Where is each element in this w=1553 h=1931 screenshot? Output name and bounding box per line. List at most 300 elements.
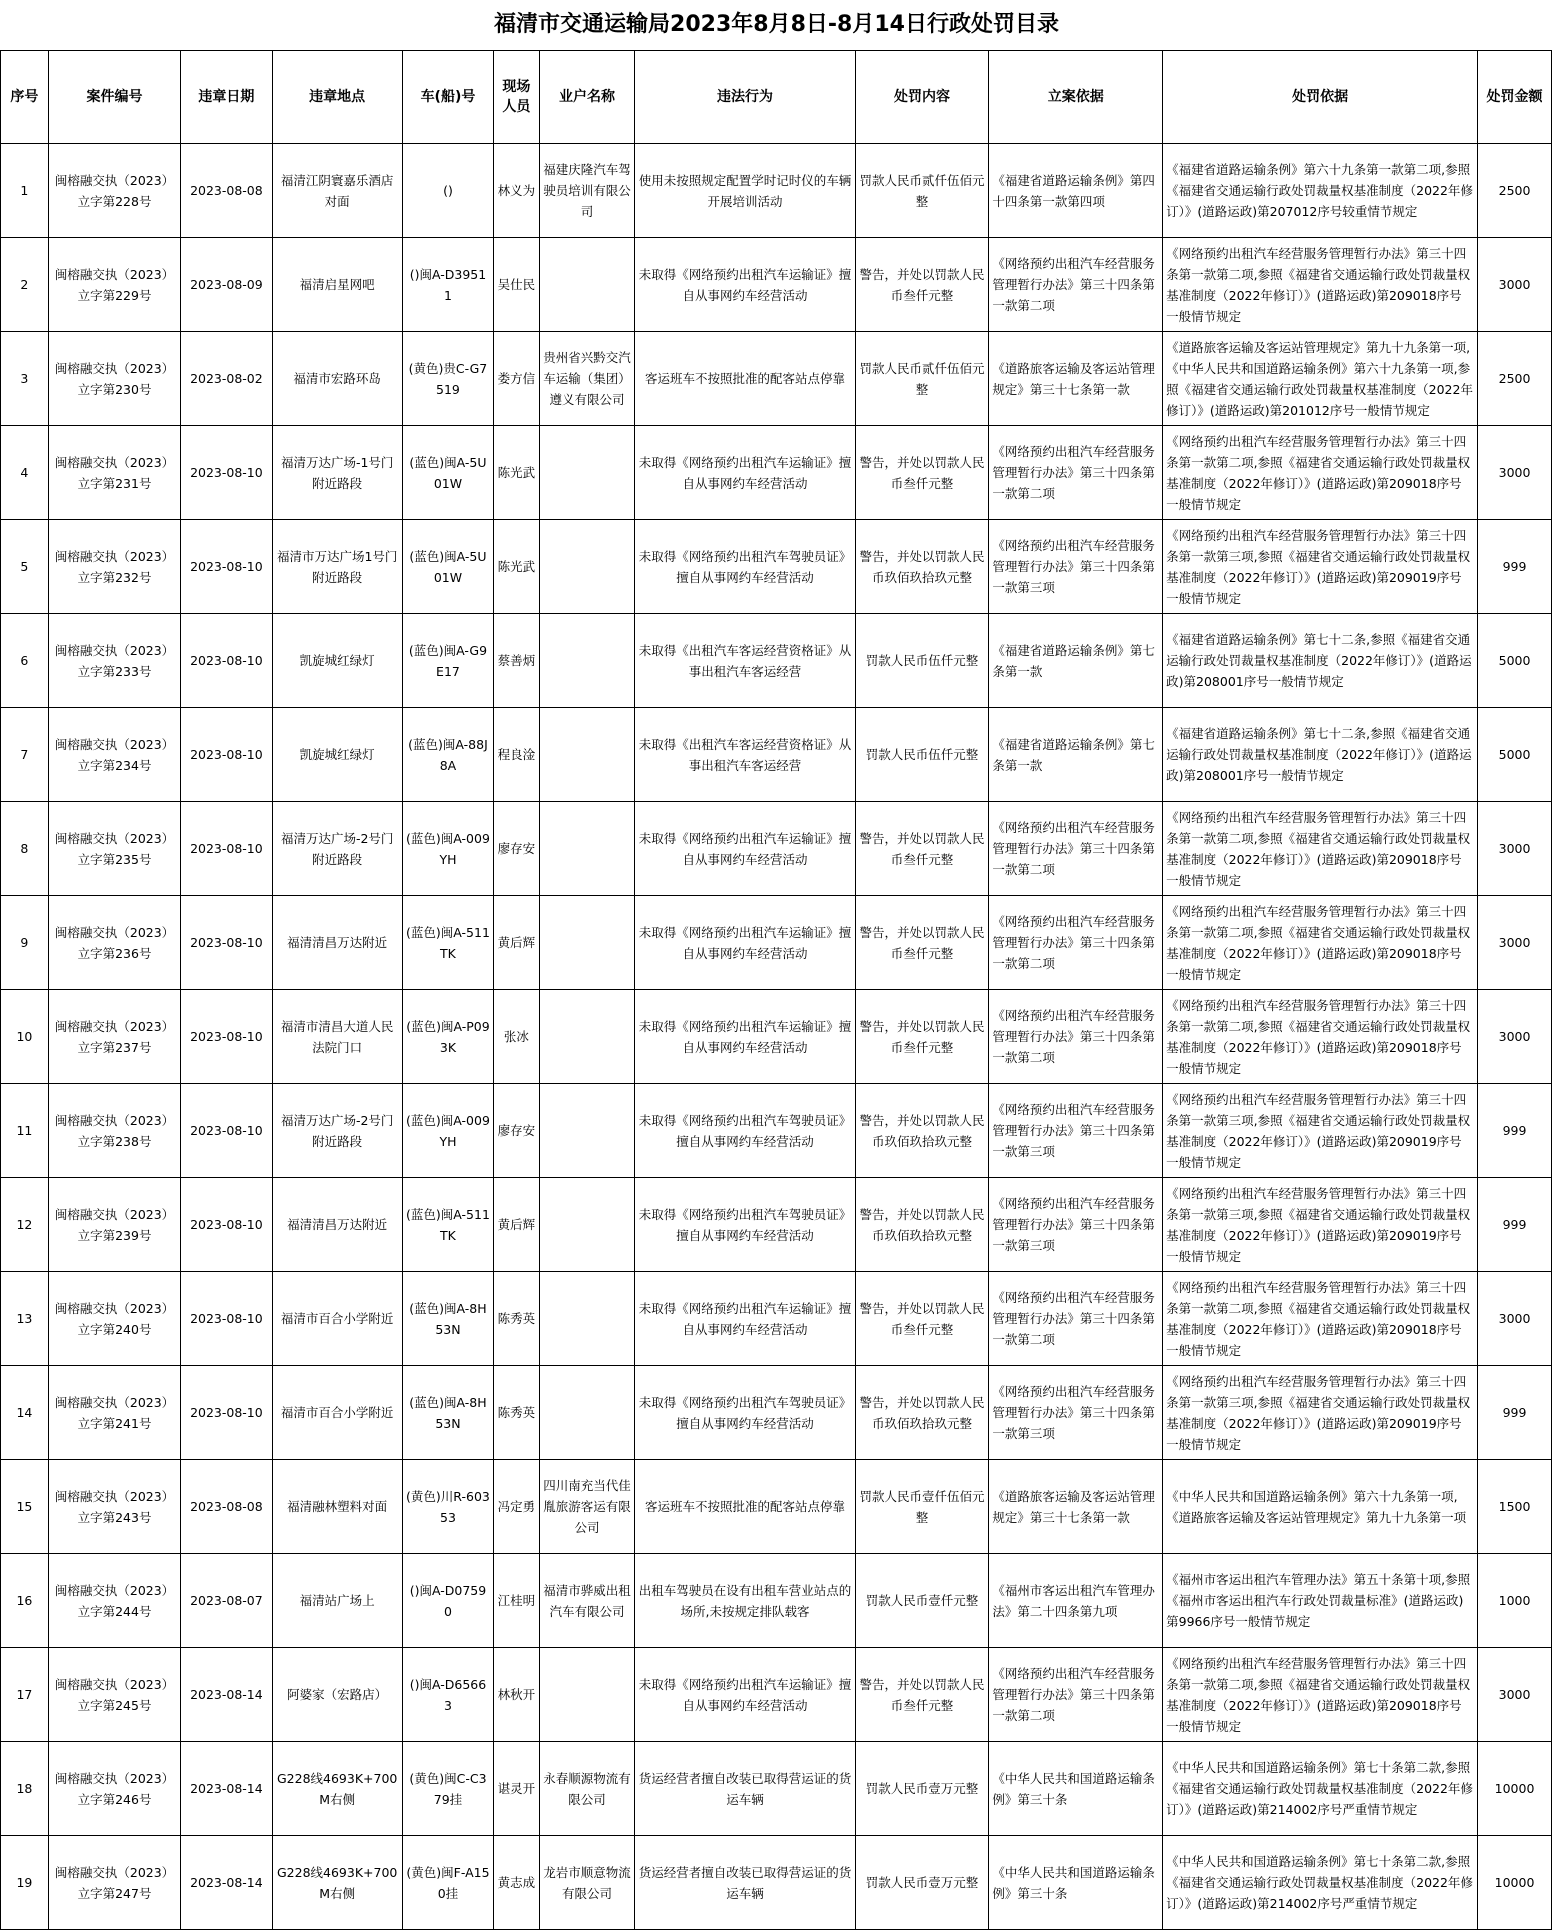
amount-cell-text: 3000 (1498, 1311, 1531, 1326)
penalty-basis-cell-text: 《网络预约出租汽车经营服务管理暂行办法》第三十四条第一款第二项,参照《福建省交通运输行政处罚裁量权基准制度（2022年修订）》(道路运政)第209018序号一般情节规定 (1166, 903, 1471, 982)
penalty-content-cell (855, 1084, 989, 1178)
violation-cell-text: 未取得《网络预约出租汽车运输证》擅自从事网约车经营活动 (638, 1300, 852, 1337)
officer-cell (494, 614, 540, 708)
case-number-cell (48, 1648, 181, 1742)
column-header: 序号 (1, 51, 49, 144)
vehicle-cell-text: (蓝色)闽A-009YH (406, 1112, 490, 1149)
penalty-basis-cell-text: 《福建省道路运输条例》第六十九条第一款第二项,参照《福建省交通运输行政处罚裁量权基准制度（2022年修订）》(道路运政)第207012序号较重情节规定 (1166, 162, 1473, 219)
company-cell-text: 福清市骅威出租汽车有限公司 (543, 1582, 631, 1619)
location-cell (272, 238, 402, 332)
officer-cell (494, 1742, 540, 1836)
location-cell (272, 1554, 402, 1648)
case-number-cell-text: 闽榕融交执（2023）立字第232号 (54, 548, 175, 585)
table-row (1, 1084, 1552, 1178)
officer-cell-text: 江桂明 (497, 1593, 536, 1608)
violation-cell-text: 未取得《网络预约出租汽车运输证》擅自从事网约车经营活动 (638, 454, 852, 491)
violation-cell (635, 1366, 855, 1460)
violation-cell-text: 未取得《出租汽车客运经营资格证》从事出租汽车客运经营 (638, 642, 852, 679)
filing-basis-cell (989, 332, 1163, 426)
penalty-content-cell (855, 1648, 989, 1742)
seq-cell-text: 19 (16, 1875, 33, 1890)
location-cell-text: 福清清昌万达附近 (287, 935, 388, 950)
date-cell-text: 2023-08-14 (190, 1687, 263, 1702)
date-cell-text: 2023-08-10 (190, 841, 263, 856)
officer-cell-text: 黄后辉 (497, 935, 536, 950)
violation-cell (635, 1178, 855, 1272)
company-cell (539, 614, 635, 708)
violation-cell-text: 货运经营者擅自改装已取得营运证的货运车辆 (638, 1864, 852, 1901)
date-cell-text: 2023-08-10 (190, 465, 263, 480)
company-cell-text: 福建庆隆汽车驾驶员培训有限公司 (543, 162, 631, 219)
location-cell (272, 614, 402, 708)
case-number-cell (48, 614, 181, 708)
location-cell-text: G228线4693K+700M右侧 (276, 1864, 398, 1901)
location-cell (272, 426, 402, 520)
amount-cell-text: 10000 (1494, 1781, 1535, 1796)
seq-cell (1, 1366, 49, 1460)
seq-cell (1, 1460, 49, 1554)
filing-basis-cell (989, 1554, 1163, 1648)
officer-cell-text: 张冰 (503, 1029, 529, 1044)
filing-basis-cell-text: 《网络预约出租汽车经营服务管理暂行办法》第三十四条第一款第二项 (992, 1290, 1155, 1347)
amount-cell (1478, 238, 1552, 332)
penalty-content-cell-text: 罚款人民币伍仟元整 (865, 747, 979, 762)
vehicle-cell-text: (蓝色)闽A-88J8A (408, 736, 488, 773)
table-row (1, 332, 1552, 426)
officer-cell (494, 1272, 540, 1366)
location-cell (272, 896, 402, 990)
case-number-cell-text: 闽榕融交执（2023）立字第233号 (54, 642, 175, 679)
violation-cell (635, 426, 855, 520)
amount-cell-text: 3000 (1498, 277, 1531, 292)
case-number-cell-text: 闽榕融交执（2023）立字第228号 (54, 172, 175, 209)
vehicle-cell (402, 1084, 493, 1178)
officer-cell (494, 144, 540, 238)
column-header: 处罚金额 (1478, 51, 1552, 144)
seq-cell-text: 8 (20, 841, 29, 856)
date-cell (181, 896, 272, 990)
location-cell-text: 凯旋城红绿灯 (299, 653, 375, 668)
filing-basis-cell-text: 《网络预约出租汽车经营服务管理暂行办法》第三十四条第一款第三项 (992, 1102, 1155, 1159)
filing-basis-cell (989, 238, 1163, 332)
vehicle-cell-text: (黄色)闽F-A150挂 (406, 1864, 490, 1901)
case-number-cell (48, 1460, 181, 1554)
location-cell (272, 990, 402, 1084)
penalty-basis-cell-text: 《福建省道路运输条例》第七十二条,参照《福建省交通运输行政处罚裁量权基准制度（2022年修订）》(道路运政)第208001序号一般情节规定 (1166, 632, 1472, 689)
company-cell (539, 1272, 635, 1366)
case-number-cell (48, 990, 181, 1084)
vehicle-cell-text: ()闽A-D07590 (409, 1582, 487, 1619)
filing-basis-cell (989, 990, 1163, 1084)
column-header: 业户名称 (539, 51, 635, 144)
date-cell (181, 1272, 272, 1366)
violation-cell (635, 332, 855, 426)
column-header: 违章日期 (181, 51, 272, 144)
company-cell (539, 990, 635, 1084)
location-cell-text: 福清站广场上 (299, 1593, 375, 1608)
penalty-content-cell-text: 罚款人民币贰仟伍佰元整 (859, 172, 985, 209)
officer-cell-text: 黄后辉 (497, 1217, 536, 1232)
seq-cell (1, 1178, 49, 1272)
vehicle-cell-text: ()闽A-D39511 (409, 266, 487, 303)
vehicle-cell (402, 426, 493, 520)
filing-basis-cell-text: 《网络预约出租汽车经营服务管理暂行办法》第三十四条第一款第三项 (992, 1196, 1155, 1253)
seq-cell-text: 7 (20, 747, 29, 762)
amount-cell-text: 3000 (1498, 935, 1531, 950)
penalty-content-cell (855, 1178, 989, 1272)
date-cell (181, 1648, 272, 1742)
penalty-basis-cell (1163, 708, 1478, 802)
violation-cell-text: 未取得《网络预约出租汽车运输证》擅自从事网约车经营活动 (638, 830, 852, 867)
penalty-basis-cell (1163, 238, 1478, 332)
location-cell-text: 福清市万达广场1号门附近路段 (276, 548, 398, 585)
case-number-cell-text: 闽榕融交执（2023）立字第231号 (54, 454, 175, 491)
case-number-cell (48, 1178, 181, 1272)
location-cell-text: 福清市百合小学附近 (280, 1405, 394, 1420)
seq-cell (1, 144, 49, 238)
case-number-cell (48, 896, 181, 990)
amount-cell-text: 3000 (1498, 465, 1531, 480)
amount-cell-text: 5000 (1498, 747, 1531, 762)
violation-cell (635, 520, 855, 614)
case-number-cell-text: 闽榕融交执（2023）立字第230号 (54, 360, 175, 397)
violation-cell (635, 708, 855, 802)
case-number-cell-text: 闽榕融交执（2023）立字第234号 (54, 736, 175, 773)
officer-cell-text: 廖存安 (497, 1123, 536, 1138)
seq-cell (1, 1272, 49, 1366)
officer-cell-text: 陈光武 (497, 465, 536, 480)
column-header: 车(船)号 (402, 51, 493, 144)
officer-cell (494, 238, 540, 332)
vehicle-cell-text: (蓝色)闽A-P093K (406, 1018, 490, 1055)
violation-cell (635, 1272, 855, 1366)
penalty-basis-cell-text: 《网络预约出租汽车经营服务管理暂行办法》第三十四条第一款第三项,参照《福建省交通运输行政处罚裁量权基准制度（2022年修订）》(道路运政)第209019序号一般情节规定 (1166, 527, 1471, 606)
seq-cell-text: 10 (16, 1029, 33, 1044)
date-cell-text: 2023-08-02 (190, 371, 263, 386)
company-cell-text: 贵州省兴黔交汽车运输（集团）遵义有限公司 (543, 350, 631, 407)
vehicle-cell (402, 1272, 493, 1366)
penalty-basis-cell (1163, 332, 1478, 426)
violation-cell-text: 客运班车不按照批准的配客站点停靠 (645, 371, 846, 386)
penalty-basis-cell-text: 《网络预约出租汽车经营服务管理暂行办法》第三十四条第一款第三项,参照《福建省交通运输行政处罚裁量权基准制度（2022年修订）》(道路运政)第209019序号一般情节规定 (1166, 1185, 1471, 1264)
penalty-content-cell-text: 警告，并处以罚款人民币叁仟元整 (859, 454, 985, 491)
company-cell (539, 332, 635, 426)
vehicle-cell (402, 802, 493, 896)
officer-cell-text: 陈秀英 (497, 1311, 536, 1326)
amount-cell (1478, 520, 1552, 614)
case-number-cell (48, 520, 181, 614)
penalty-basis-cell-text: 《网络预约出租汽车经营服务管理暂行办法》第三十四条第一款第二项,参照《福建省交通运输行政处罚裁量权基准制度（2022年修订）》(道路运政)第209018序号一般情节规定 (1166, 809, 1471, 888)
vehicle-cell (402, 1460, 493, 1554)
vehicle-cell-text: (蓝色)闽A-8H53N (409, 1394, 487, 1431)
filing-basis-cell (989, 1178, 1163, 1272)
location-cell (272, 520, 402, 614)
location-cell (272, 144, 402, 238)
vehicle-cell (402, 1836, 493, 1930)
date-cell-text: 2023-08-10 (190, 1311, 263, 1326)
penalty-basis-cell-text: 《中华人民共和国道路运输条例》第六十九条第一项,《道路旅客运输及客运站管理规定》第九十九条第一项 (1166, 1488, 1467, 1525)
seq-cell (1, 614, 49, 708)
seq-cell-text: 3 (20, 371, 29, 386)
case-number-cell-text: 闽榕融交执（2023）立字第241号 (54, 1394, 175, 1431)
location-cell-text: 福清万达广场-1号门附近路段 (280, 454, 394, 491)
filing-basis-cell-text: 《福州市客运出租汽车管理办法》第二十四条第九项 (992, 1582, 1155, 1619)
case-number-cell-text: 闽榕融交执（2023）立字第236号 (54, 924, 175, 961)
case-number-cell (48, 1272, 181, 1366)
date-cell-text: 2023-08-10 (190, 653, 263, 668)
filing-basis-cell (989, 144, 1163, 238)
seq-cell-text: 4 (20, 465, 29, 480)
seq-cell (1, 520, 49, 614)
vehicle-cell (402, 708, 493, 802)
case-number-cell-text: 闽榕融交执（2023）立字第237号 (54, 1018, 175, 1055)
page-title: 福清市交通运输局2023年8月8日-8月14日行政处罚目录 (494, 12, 1059, 37)
violation-cell (635, 990, 855, 1084)
violation-cell-text: 未取得《网络预约出租汽车运输证》擅自从事网约车经营活动 (638, 924, 852, 961)
date-cell (181, 1178, 272, 1272)
officer-cell-text: 黄志成 (497, 1875, 536, 1890)
seq-cell (1, 1836, 49, 1930)
penalty-content-cell (855, 520, 989, 614)
case-number-cell-text: 闽榕融交执（2023）立字第247号 (54, 1864, 175, 1901)
vehicle-cell (402, 1742, 493, 1836)
vehicle-cell-text: (蓝色)闽A-5U01W (409, 548, 487, 585)
case-number-cell (48, 144, 181, 238)
seq-cell-text: 14 (16, 1405, 33, 1420)
case-number-cell (48, 802, 181, 896)
penalty-basis-cell-text: 《网络预约出租汽车经营服务管理暂行办法》第三十四条第一款第二项,参照《福建省交通运输行政处罚裁量权基准制度（2022年修订）》(道路运政)第209018序号一般情节规定 (1166, 1655, 1471, 1734)
penalty-basis-cell (1163, 1178, 1478, 1272)
penalty-content-cell (855, 896, 989, 990)
penalty-content-cell-text: 警告，并处以罚款人民币玖佰玖拾玖元整 (859, 1112, 985, 1149)
date-cell (181, 990, 272, 1084)
penalty-basis-cell (1163, 1836, 1478, 1930)
date-cell (181, 1366, 272, 1460)
penalty-basis-cell-text: 《网络预约出租汽车经营服务管理暂行办法》第三十四条第一款第三项,参照《福建省交通运输行政处罚裁量权基准制度（2022年修订）》(道路运政)第209019序号一般情节规定 (1166, 1373, 1471, 1452)
vehicle-cell-text: ()闽A-D65663 (409, 1676, 487, 1713)
penalty-content-cell (855, 1460, 989, 1554)
penalty-content-cell (855, 1272, 989, 1366)
officer-cell (494, 1366, 540, 1460)
violation-cell-text: 货运经营者擅自改装已取得营运证的货运车辆 (638, 1770, 852, 1807)
location-cell (272, 802, 402, 896)
seq-cell-text: 5 (20, 559, 29, 574)
seq-cell-text: 17 (16, 1687, 33, 1702)
amount-cell (1478, 896, 1552, 990)
vehicle-cell-text: (蓝色)闽A-009YH (406, 830, 490, 867)
violation-cell-text: 客运班车不按照批准的配客站点停靠 (645, 1499, 846, 1514)
case-number-cell-text: 闽榕融交执（2023）立字第245号 (54, 1676, 175, 1713)
vehicle-cell (402, 1554, 493, 1648)
officer-cell-text: 廖存安 (497, 841, 536, 856)
penalty-content-cell (855, 426, 989, 520)
amount-cell-text: 999 (1502, 1123, 1527, 1138)
penalty-content-cell-text: 警告，并处以罚款人民币叁仟元整 (859, 924, 985, 961)
amount-cell-text: 1500 (1498, 1499, 1531, 1514)
vehicle-cell (402, 1366, 493, 1460)
violation-cell-text: 未取得《网络预约出租汽车驾驶员证》擅自从事网约车经营活动 (638, 548, 852, 585)
location-cell-text: 福清启星网吧 (299, 277, 375, 292)
filing-basis-cell (989, 1084, 1163, 1178)
penalty-content-cell-text: 罚款人民币伍仟元整 (865, 653, 979, 668)
case-number-cell-text: 闽榕融交执（2023）立字第243号 (54, 1488, 175, 1525)
violation-cell (635, 1084, 855, 1178)
table-body (1, 144, 1552, 1930)
date-cell-text: 2023-08-08 (190, 1499, 263, 1514)
violation-cell (635, 1648, 855, 1742)
case-number-cell-text: 闽榕融交执（2023）立字第229号 (54, 266, 175, 303)
location-cell (272, 1366, 402, 1460)
date-cell-text: 2023-08-10 (190, 1029, 263, 1044)
table-row (1, 1648, 1552, 1742)
amount-cell (1478, 1272, 1552, 1366)
amount-cell-text: 3000 (1498, 1029, 1531, 1044)
case-number-cell (48, 1366, 181, 1460)
filing-basis-cell (989, 708, 1163, 802)
column-header: 现场人员 (494, 51, 540, 144)
amount-cell-text: 2500 (1498, 183, 1531, 198)
company-cell (539, 520, 635, 614)
penalty-basis-cell-text: 《福州市客运出租汽车管理办法》第五十条第十项,参照《福州市客运出租汽车行政处罚裁量标准》(道路运政)第9966序号一般情节规定 (1166, 1572, 1471, 1629)
amount-cell-text: 2500 (1498, 371, 1531, 386)
location-cell-text: 福清江阴寰嘉乐酒店对面 (280, 172, 394, 209)
penalty-basis-cell (1163, 426, 1478, 520)
seq-cell-text: 12 (16, 1217, 33, 1232)
vehicle-cell (402, 1178, 493, 1272)
officer-cell-text: 谌灵开 (497, 1781, 536, 1796)
date-cell (181, 1084, 272, 1178)
company-cell (539, 1554, 635, 1648)
company-cell (539, 802, 635, 896)
case-number-cell (48, 708, 181, 802)
penalty-content-cell-text: 罚款人民币壹万元整 (865, 1875, 979, 1890)
case-number-cell (48, 1836, 181, 1930)
location-cell-text: 福清万达广场-2号门附近路段 (280, 1112, 394, 1149)
date-cell (181, 1742, 272, 1836)
amount-cell-text: 3000 (1498, 841, 1531, 856)
filing-basis-cell-text: 《中华人民共和国道路运输条例》第三十条 (992, 1864, 1155, 1901)
company-cell (539, 144, 635, 238)
penalty-basis-cell-text: 《网络预约出租汽车经营服务管理暂行办法》第三十四条第一款第二项,参照《福建省交通运输行政处罚裁量权基准制度（2022年修订）》(道路运政)第209018序号一般情节规定 (1166, 997, 1471, 1076)
case-number-cell-text: 闽榕融交执（2023）立字第235号 (54, 830, 175, 867)
amount-cell-text: 10000 (1494, 1875, 1535, 1890)
case-number-cell (48, 332, 181, 426)
violation-cell (635, 896, 855, 990)
penalty-basis-cell-text: 《网络预约出租汽车经营服务管理暂行办法》第三十四条第一款第二项,参照《福建省交通运输行政处罚裁量权基准制度（2022年修订）》(道路运政)第209018序号一般情节规定 (1166, 1279, 1471, 1358)
table-row (1, 990, 1552, 1084)
case-number-cell-text: 闽榕融交执（2023）立字第238号 (54, 1112, 175, 1149)
filing-basis-cell (989, 520, 1163, 614)
date-cell-text: 2023-08-09 (190, 277, 263, 292)
violation-cell (635, 238, 855, 332)
date-cell-text: 2023-08-10 (190, 935, 263, 950)
officer-cell-text: 陈秀英 (497, 1405, 536, 1420)
filing-basis-cell-text: 《网络预约出租汽车经营服务管理暂行办法》第三十四条第一款第二项 (992, 1666, 1155, 1723)
amount-cell (1478, 1366, 1552, 1460)
penalty-basis-cell (1163, 520, 1478, 614)
violation-cell-text: 未取得《网络预约出租汽车运输证》擅自从事网约车经营活动 (638, 266, 852, 303)
location-cell (272, 332, 402, 426)
seq-cell-text: 18 (16, 1781, 33, 1796)
penalty-basis-cell (1163, 144, 1478, 238)
penalty-basis-cell-text: 《中华人民共和国道路运输条例》第七十条第二款,参照《福建省交通运输行政处罚裁量权基准制度（2022年修订）》(道路运政)第214002序号严重情节规定 (1166, 1854, 1473, 1911)
officer-cell (494, 520, 540, 614)
vehicle-cell (402, 238, 493, 332)
location-cell-text: 福清市清昌大道人民法院门口 (280, 1018, 394, 1055)
filing-basis-cell (989, 614, 1163, 708)
vehicle-cell (402, 332, 493, 426)
amount-cell (1478, 614, 1552, 708)
seq-cell-text: 16 (16, 1593, 33, 1608)
penalty-content-cell-text: 罚款人民币壹万元整 (865, 1781, 979, 1796)
location-cell-text: 福清市百合小学附近 (280, 1311, 394, 1326)
filing-basis-cell-text: 《网络预约出租汽车经营服务管理暂行办法》第三十四条第一款第二项 (992, 256, 1155, 313)
location-cell (272, 1272, 402, 1366)
penalty-basis-cell-text: 《道路旅客运输及客运站管理规定》第九十九条第一项,《中华人民共和国道路运输条例》第六十九条第一项,参照《福建省交通运输行政处罚裁量权基准制度（2022年修订）》(道路运政)第201012序号一般情节规定 (1166, 339, 1473, 418)
company-cell-text: 永春顺源物流有限公司 (543, 1770, 631, 1807)
company-cell (539, 708, 635, 802)
table-row (1, 144, 1552, 238)
penalty-content-cell (855, 1554, 989, 1648)
officer-cell-text: 吴仕民 (497, 277, 536, 292)
amount-cell-text: 5000 (1498, 653, 1531, 668)
penalty-content-cell (855, 144, 989, 238)
case-number-cell (48, 426, 181, 520)
location-cell-text: 凯旋城红绿灯 (299, 747, 375, 762)
vehicle-cell (402, 520, 493, 614)
seq-cell (1, 1742, 49, 1836)
violation-cell-text: 未取得《网络预约出租汽车运输证》擅自从事网约车经营活动 (638, 1676, 852, 1713)
officer-cell-text: 冯定勇 (497, 1499, 536, 1514)
penalty-content-cell-text: 警告，并处以罚款人民币玖佰玖拾玖元整 (859, 548, 985, 585)
penalty-content-cell (855, 238, 989, 332)
penalty-content-cell-text: 警告，并处以罚款人民币玖佰玖拾玖元整 (859, 1394, 985, 1431)
filing-basis-cell-text: 《福建省道路运输条例》第四十四条第一款第四项 (992, 172, 1155, 209)
vehicle-cell (402, 614, 493, 708)
officer-cell (494, 1836, 540, 1930)
date-cell-text: 2023-08-14 (190, 1781, 263, 1796)
case-number-cell (48, 1554, 181, 1648)
amount-cell (1478, 1836, 1552, 1930)
vehicle-cell (402, 896, 493, 990)
penalty-content-cell-text: 罚款人民币壹仟伍佰元整 (859, 1488, 985, 1525)
penalty-content-cell-text: 警告，并处以罚款人民币叁仟元整 (859, 266, 985, 303)
amount-cell (1478, 708, 1552, 802)
penalty-content-cell (855, 1366, 989, 1460)
case-number-cell (48, 1084, 181, 1178)
location-cell (272, 1460, 402, 1554)
violation-cell (635, 1554, 855, 1648)
officer-cell-text: 林义为 (497, 183, 536, 198)
company-cell-text: 龙岩市顺意物流有限公司 (543, 1864, 631, 1901)
penalty-basis-cell-text: 《网络预约出租汽车经营服务管理暂行办法》第三十四条第一款第二项,参照《福建省交通运输行政处罚裁量权基准制度（2022年修订）》(道路运政)第209018序号一般情节规定 (1166, 433, 1471, 512)
date-cell-text: 2023-08-08 (190, 183, 263, 198)
company-cell (539, 238, 635, 332)
filing-basis-cell-text: 《网络预约出租汽车经营服务管理暂行办法》第三十四条第一款第三项 (992, 538, 1155, 595)
seq-cell (1, 332, 49, 426)
date-cell-text: 2023-08-07 (190, 1593, 263, 1608)
officer-cell (494, 990, 540, 1084)
penalty-content-cell-text: 警告，并处以罚款人民币叁仟元整 (859, 1676, 985, 1713)
column-header: 案件编号 (48, 51, 181, 144)
amount-cell (1478, 332, 1552, 426)
penalty-content-cell (855, 614, 989, 708)
filing-basis-cell (989, 426, 1163, 520)
date-cell (181, 520, 272, 614)
penalty-basis-cell-text: 《网络预约出租汽车经营服务管理暂行办法》第三十四条第一款第三项,参照《福建省交通运输行政处罚裁量权基准制度（2022年修订）》(道路运政)第209019序号一般情节规定 (1166, 1091, 1471, 1170)
date-cell-text: 2023-08-10 (190, 1405, 263, 1420)
date-cell (181, 1836, 272, 1930)
